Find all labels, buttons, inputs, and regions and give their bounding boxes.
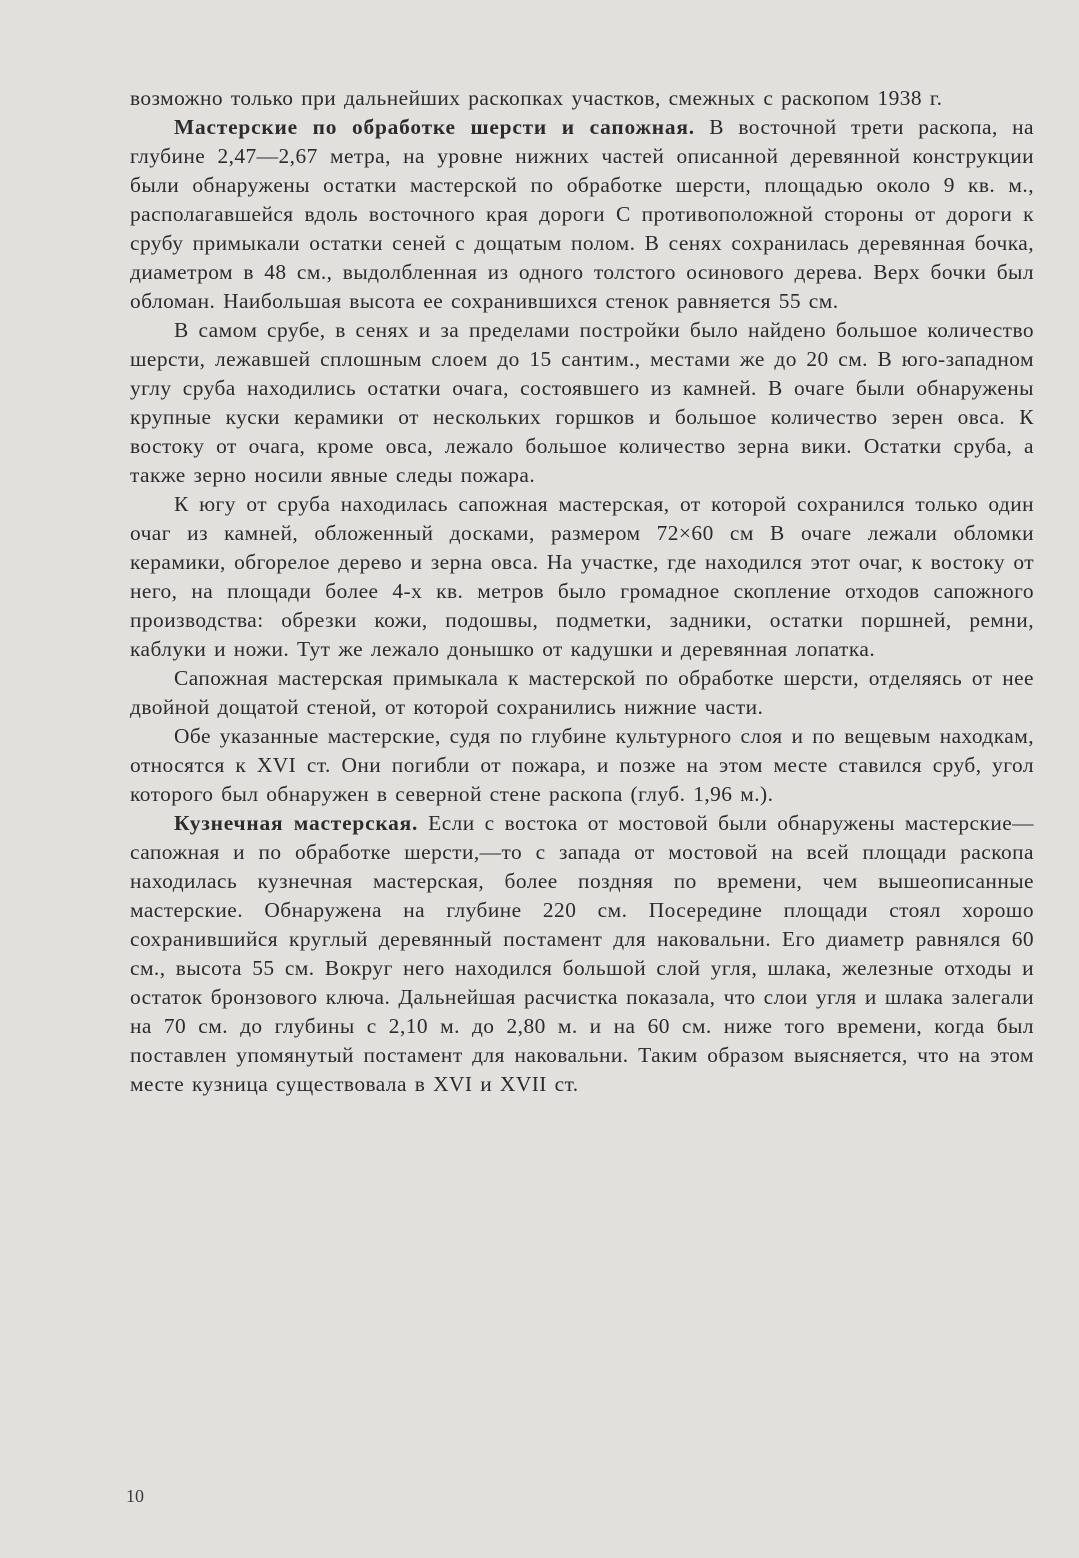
paragraph-text: В восточной трети раскопа, на глубине 2,47—2,67 метра, на уровне нижних частей описанной деревянной конструкции были обнаружены остатки мастерской по обработке шерсти, площадью около 9 кв. м., располагавшейся вдоль восточного края дороги С противоположной стороны от дороги к срубу примыкали остатки сеней с дощатым полом. В сенях сохранилась деревянная бочка, диаметром в 48 см., выдолбленная из одного толстого осинового дерева. Верх бочки был обломан. Наибольшая высота ее сохранившихся стенок равняется 55 см. — [130, 115, 1034, 313]
paragraph-wool — [130, 316, 1034, 490]
paragraph-wall — [130, 664, 1034, 722]
paragraph-text: Сапожная мастерская примыкала к мастерской по обработке шерсти, отделяясь от нее двойной дощатой стеной, от которой сохранились нижние части. — [130, 666, 1034, 719]
paragraph-text: возможно только при дальнейших раскопках участков, смежных с раскопом 1938 г. — [130, 86, 943, 110]
paragraph-workshops — [130, 113, 1034, 316]
paragraph-continuation — [130, 84, 1034, 113]
section-heading-workshops: Мастерские по обработке шерсти и сапожная. — [174, 115, 695, 139]
paragraph-text: Обе указанные мастерские, судя по глубине культурного слоя и по вещевым находкам, относятся к XVI ст. Они погибли от пожара, и позже на этом месте ставился сруб, угол которого был обнаружен в северной стене раскопа (глуб. 1,96 м.). — [130, 724, 1034, 806]
paragraph-shoemaker — [130, 490, 1034, 664]
body-text — [130, 84, 1034, 1099]
paragraph-text: В самом срубе, в сенях и за пределами постройки было найдено большое количество шерсти, лежавшей сплошным слоем до 15 сантим., местами же до 20 см. В юго-западном углу сруба находились остатки очага, состоявшего из камней. В очаге были обнаружены крупные куски керамики от нескольких горшков и большое количество зерен овса. К востоку от очага, кроме овса, лежало большое количество зерна вики. Остатки сруба, а также зерно носили явные следы пожара. — [130, 318, 1034, 487]
page-number: 10 — [126, 1486, 144, 1506]
paragraph-text: К югу от сруба находилась сапожная мастерская, от которой сохранился только один очаг из камней, обложенный досками, размером 72×60 см В очаге лежали обломки керамики, обгорелое дерево и зерна овса. На участке, где находился этот очаг, к востоку от него, на площади более 4-х кв. метров было громадное скопление отходов сапожного производства: обрезки кожи, подошвы, подметки, задники, остатки поршней, ремни, каблуки и ножи. Тут же лежало донышко от кадушки и деревянная лопатка. — [130, 492, 1034, 661]
paragraph-dating — [130, 722, 1034, 809]
section-heading-smithy: Кузнечная мастерская. — [174, 811, 419, 835]
paragraph-text: Если с востока от мостовой были обнаружены мастерские—сапожная и по обработке шерсти,—то с запада от мостовой на всей площади раскопа находилась кузнечная мастерская, более поздняя по времени, чем вышеописанные мастерские. Обнаружена на глубине 220 см. Посередине площади стоял хорошо сохранившийся круглый деревянный постамент для наковальни. Его диаметр равнялся 60 см., высота 55 см. Вокруг него находился большой слой угля, шлака, железные отходы и остаток бронзового ключа. Дальнейшая расчистка показала, что слои угля и шлака залегали на 70 см. до глубины с 2,10 м. до 2,80 м. и на 60 см. ниже того времени, когда был поставлен упомянутый постамент для наковальни. Таким образом выясняется, что на этом месте кузница существовала в XVI и XVII ст. — [130, 811, 1034, 1096]
paragraph-smithy — [130, 809, 1034, 1099]
